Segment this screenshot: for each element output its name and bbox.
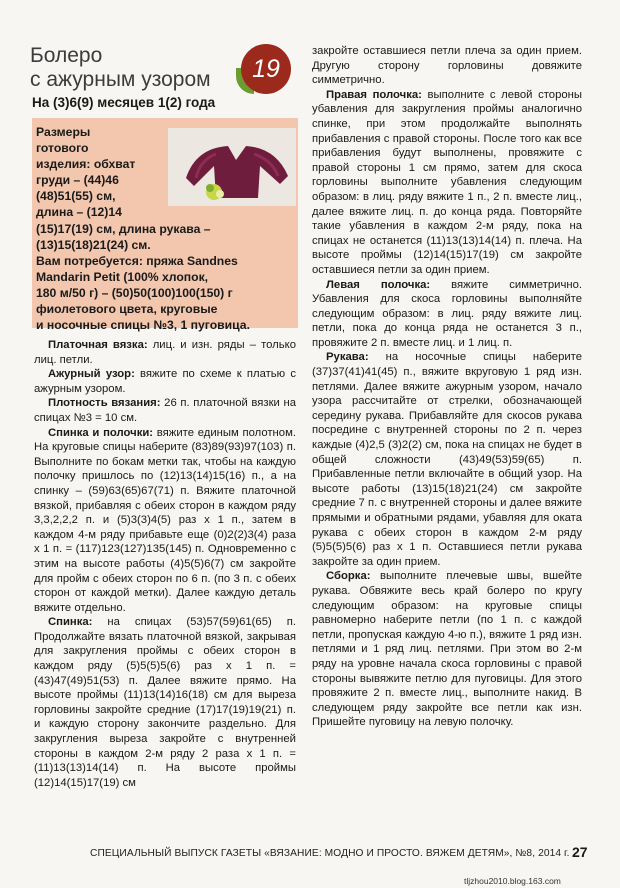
section-heading: Ажурный узор: xyxy=(48,368,135,381)
section-heading: Спинка и полочки: xyxy=(48,426,154,439)
spec-line: груди – (44)46 xyxy=(36,173,119,188)
spec-line: (15)17(19) см, длина рукава – xyxy=(36,221,211,236)
spec-line: изделия: обхват xyxy=(36,157,136,172)
section-heading: Левая полочка: xyxy=(326,278,431,291)
instruction-paragraph xyxy=(312,569,582,730)
instruction-paragraph xyxy=(34,367,296,396)
instruction-paragraph xyxy=(34,615,296,790)
pattern-number: 19 xyxy=(252,54,280,83)
instruction-paragraph xyxy=(312,88,582,278)
section-heading: Рукава: xyxy=(326,351,369,364)
bolero-illustration xyxy=(176,138,294,200)
section-body: вяжите симметрично. Убавления для скоса горловины выполняйте следующим образом: в лиц. ряду вяжите лиц. петли, пока до конца ряда не останется 3 п., провяжите 2 п. вместе лиц. и 1 лиц. п. xyxy=(312,278,582,349)
section-heading: Спинка: xyxy=(48,616,93,629)
section-body: вяжите единым полотном. На круговые спицы наберите (83)89(93)97(103) п. Выполните по бокам метки так, чтобы на каждую полочку пришлось по (12)13(14)15(16) п., а на спинку – (59)63(65)67(71) п. Вяжите платочной вязкой, прибавляя с обеих сторон в каждом ряду 3,3,2,2,2 п. и (5)3(3)4(5) раз х 1 п., затем в каждом 4-м ряду прибавьте еще (0)2(2)3(4) раза х 1 п. = (117)123(127)135(145) п. Одновременно с этим на высоте работы (4)5(5)6(7) см закройте для пройм с обеих сторон по 6 п. (по 3 п. с обеих сторон от каждой метки). Далее каждую деталь вяжите отдельно. xyxy=(34,426,296,614)
spec-line: (13)15(18)21(24) см. xyxy=(36,237,151,252)
section-body: лиц. и изн. ряды – только лиц. петли. xyxy=(34,339,296,366)
instruction-paragraph xyxy=(312,350,582,569)
title-line-1: Болеро xyxy=(30,44,103,67)
page-number: 27 xyxy=(572,844,588,860)
instruction-paragraph xyxy=(34,396,296,425)
title-line-2: с ажурным узором xyxy=(30,68,211,91)
spec-line: (48)51(55) см, xyxy=(36,189,116,204)
source-credit: tljzhou2010.blog.163.com xyxy=(464,876,561,886)
section-body: на носочные спицы наберите (37)37(41)41(45) п., вяжите вкруговую 1 ряд изн. петлями. Далее вяжите ажурным узором, начало узора рассчитайте от стрелки, обозначающей середину рукава. Прибавляйте для скосов рукава посредине с внутренней стороны по 2 п. через каждые (4)2,5 (3)2(2) см, пока на спицах не будет в общей сложности (43)49(53)59(65) п. Прибавленные петли включайте в общий узор. На высоте работы (13)15(18)21(24) см закройте средние 7 п. с внутренней стороны и далее вяжите прямыми и обратными рядами, убавляя для оката рукава с обеих сторон в каждом 2-м ряду (5)5(5)5(6) раз х 1 п. Оставшиеся петли рукава закройте за один прием. xyxy=(312,351,582,568)
footer-magazine-title: СПЕЦИАЛЬНЫЙ ВЫПУСК ГАЗЕТЫ «ВЯЗАНИЕ: МОДНО И ПРОСТО. ВЯЖЕМ ДЕТЯМ», №8, 2014 г. xyxy=(90,848,570,859)
section-heading: Платочная вязка: xyxy=(48,339,148,351)
section-body: выполните с левой стороны убавления для закругления проймы аналогично спинке, при этом продолжайте выполнять прибавления с правой стороны. После того как все прибавления будут выполнены, провяжите с правой стороны 1 см прямо, затем для скоса горловины выполните убавления следующим образом: в лиц. ряду вяжите 1 п., 2 п. вместе лиц., далее вяжите лиц. п. до конца ряда. Повторяйте такие убавления в каждом 2-м ряду, пока на спицах не останется (11)13(13)14(14) п. плеча. На высоте проймы (12)14(15)17(19) см закройте оставшиеся петли за один прием. xyxy=(312,88,582,276)
spec-line: и носочные спицы №3, 1 пуговица. xyxy=(36,318,250,333)
section-heading: Плотность вязания: xyxy=(48,397,161,410)
instruction-paragraph xyxy=(312,44,582,88)
left-column-text xyxy=(34,338,296,790)
section-body: на спицах (53)57(59)61(65) п. Продолжайте вязать платочной вязкой, закрывая для закругления проймы с обеих сторон в каждом ряду (5)5(5)5(6) раз х 1 п. = (43)47(49)51(53) п. Далее вяжите прямо. На высоте проймы (11)13(14)16(18) см для выреза горловины закройте средние (17)17(19)19(21) п. и каждую сторону закончите раздельно. Для закругления выреза закройте с внутренней стороны в каждом 2-м ряду 2 раза х 1 п. = (11)13(13)14(14) п. На высоте проймы (12)14(15)17(19) см xyxy=(34,616,296,789)
spec-line: Mandarin Petit (100% хлопок, xyxy=(36,269,209,284)
spec-line: фиолетового цвета, круговые xyxy=(36,302,218,317)
spec-line: Размеры xyxy=(36,125,91,139)
spec-line: 180 м/50 г) – (50)50(100)100(150) г xyxy=(36,285,233,300)
spec-line: готового xyxy=(36,141,89,156)
spec-line: Вам потребуется: пряжа Sandnes xyxy=(36,253,238,268)
section-body: вяжите по схеме к платью с ажурным узором. xyxy=(34,368,296,395)
right-column-text xyxy=(312,44,582,730)
garment-photo xyxy=(168,128,296,206)
instruction-paragraph xyxy=(312,278,582,351)
size-range-subtitle: На (3)6(9) месяцев 1(2) года xyxy=(32,95,216,110)
section-body: закройте оставшиеся петли плеча за один прием. Другую сторону горловины довяжите симметрично. xyxy=(312,45,582,87)
page-title xyxy=(30,44,211,92)
section-heading: Правая полочка: xyxy=(326,88,422,101)
section-body: выполните плечевые швы, вшейте рукава. Обвяжите весь край болеро по кругу следующим образом: на круговые спицы равномерно наберите петли (по 1 п. с каждой петли, пропуская каждую 4-ю п.), вяжите 1 ряд изн. петлями и 1 ряд лиц. петлями. При этом во 2-м ряду на уровне начала скоса горловины с правой стороны вывяжите петлю для пуговицы. Для этого провяжите 2 п. вместе лиц., выполните накид. В следующем ряду закройте все петли как изн. Пришейте пуговицу на левую полочку. xyxy=(312,570,582,729)
section-heading: Сборка: xyxy=(326,570,371,583)
spec-line: длина – (12)14 xyxy=(36,205,122,220)
instruction-paragraph xyxy=(34,426,296,616)
section-body: 26 п. платочной вязки на спицах №3 = 10 см. xyxy=(34,397,296,424)
pattern-number-badge xyxy=(241,44,291,94)
instruction-paragraph xyxy=(34,338,296,367)
